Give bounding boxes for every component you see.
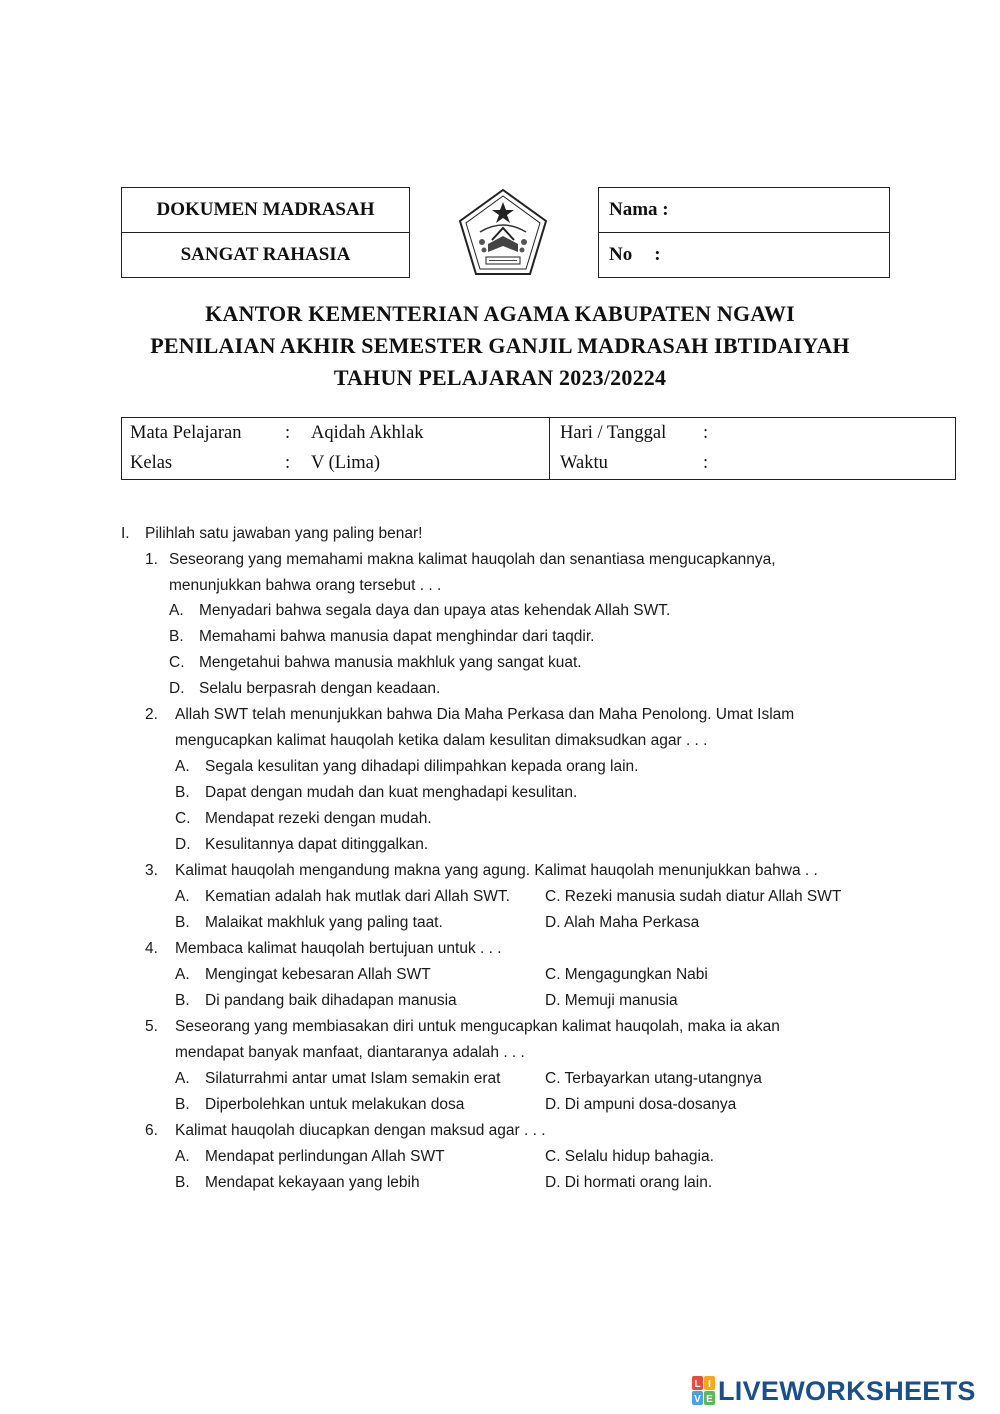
kelas-value: V (Lima) <box>311 453 381 473</box>
sangat-rahasia-label: SANGAT RAHASIA <box>122 232 409 277</box>
option-text[interactable]: Segala kesulitan yang dihadapi dilimpahkan kepada orang lain. <box>205 758 639 775</box>
option-letter[interactable]: A. <box>169 602 184 619</box>
nomor-label: No <box>609 244 633 265</box>
option-letter[interactable]: B. <box>175 784 190 801</box>
option-text[interactable]: Mengetahui bahwa manusia makhluk yang sangat kuat. <box>199 654 582 671</box>
nama-field[interactable]: Nama : <box>609 199 669 220</box>
question-5-text: mendapat banyak manfaat, diantaranya adalah . . . <box>175 1044 525 1061</box>
option-text[interactable]: Memahami bahwa manusia dapat menghindar dari taqdir. <box>199 628 595 645</box>
option-letter[interactable]: A. <box>175 1070 190 1087</box>
waktu-colon[interactable]: : <box>703 453 709 473</box>
option-text[interactable]: C. Terbayarkan utang-utangnya <box>545 1070 762 1087</box>
question-6-text: Kalimat hauqolah diucapkan dengan maksud agar . . . <box>175 1122 546 1139</box>
waktu-label: Waktu <box>560 453 608 473</box>
dokumen-madrasah-label: DOKUMEN MADRASAH <box>156 199 375 220</box>
option-text[interactable]: Mendapat perlindungan Allah SWT <box>205 1148 445 1165</box>
logo-letter: I <box>708 1379 711 1390</box>
option-text[interactable]: C. Selalu hidup bahagia. <box>545 1148 714 1165</box>
option-text[interactable]: Silaturrahmi antar umat Islam semakin erat <box>205 1070 501 1087</box>
option-text[interactable]: D. Memuji manusia <box>545 992 678 1009</box>
exam-info-right <box>550 418 955 479</box>
question-2-text: Allah SWT telah menunjukkan bahwa Dia Maha Perkasa dan Maha Penolong. Umat Islam <box>175 706 795 723</box>
question-1-text: Seseorang yang memahami makna kalimat hauqolah dan senantiasa mengucapkannya, <box>169 551 776 568</box>
kelas-colon: : <box>285 453 291 473</box>
option-letter[interactable]: B. <box>169 628 184 645</box>
option-text[interactable]: Mendapat kekayaan yang lebih <box>205 1174 420 1191</box>
option-text[interactable]: D. Di hormati orang lain. <box>545 1174 713 1191</box>
option-text[interactable]: C. Mengagungkan Nabi <box>545 966 708 983</box>
option-letter[interactable]: C. <box>175 810 191 827</box>
option-letter[interactable]: A. <box>175 966 190 983</box>
option-letter[interactable]: D. <box>175 836 191 853</box>
option-text[interactable]: D. Di ampuni dosa-dosanya <box>545 1096 737 1113</box>
section-number: I. <box>121 525 130 542</box>
mapel-colon: : <box>285 423 291 443</box>
option-letter[interactable]: A. <box>175 1148 190 1165</box>
option-letter[interactable]: A. <box>175 758 190 775</box>
option-text[interactable]: Dapat dengan mudah dan kuat menghadapi kesulitan. <box>205 784 578 801</box>
exam-info-table <box>121 417 956 480</box>
logo-letter: E <box>706 1394 713 1405</box>
document-classification-box <box>121 187 410 278</box>
option-text[interactable]: Kematian adalah hak mutlak dari Allah SWT. <box>205 888 510 905</box>
title-line-1: KANTOR KEMENTERIAN AGAMA KABUPATEN NGAWI <box>205 301 795 326</box>
kementerian-agama-emblem-icon <box>458 188 548 276</box>
question-6-number: 6. <box>145 1122 158 1139</box>
mapel-value: Aqidah Akhlak <box>311 423 424 443</box>
mapel-label: Mata Pelajaran <box>130 423 242 443</box>
title-line-3: TAHUN PELAJARAN 2023/20224 <box>333 365 667 390</box>
option-text[interactable]: D. Alah Maha Perkasa <box>545 914 700 931</box>
option-text[interactable]: Di pandang baik dihadapan manusia <box>205 992 457 1009</box>
question-4-text: Membaca kalimat hauqolah bertujuan untuk . . . <box>175 940 502 957</box>
question-5-number: 5. <box>145 1018 158 1035</box>
option-letter[interactable]: B. <box>175 992 190 1009</box>
option-letter[interactable]: B. <box>175 914 190 931</box>
option-text[interactable]: Diperbolehkan untuk melakukan dosa <box>205 1096 465 1113</box>
option-text[interactable]: Mengingat kebesaran Allah SWT <box>205 966 431 983</box>
liveworksheets-watermark <box>692 1376 976 1406</box>
hari-tanggal-label: Hari / Tanggal <box>560 423 667 443</box>
option-text[interactable]: Selalu berpasrah dengan keadaan. <box>199 680 441 697</box>
section-instruction: Pilihlah satu jawaban yang paling benar! <box>145 525 423 542</box>
question-3-text: Kalimat hauqolah mengandung makna yang agung. Kalimat hauqolah menunjukkan bahwa . . <box>175 862 818 879</box>
title-line-2: PENILAIAN AKHIR SEMESTER GANJIL MADRASAH IBTIDAIYAH <box>150 333 850 358</box>
logo-letter: V <box>694 1394 701 1405</box>
question-2-number: 2. <box>145 706 158 723</box>
option-letter[interactable]: B. <box>175 1174 190 1191</box>
question-4-number: 4. <box>145 940 158 957</box>
hari-tanggal-colon[interactable]: : <box>703 423 709 443</box>
question-1-text: menunjukkan bahwa orang tersebut . . . <box>169 577 442 594</box>
option-text[interactable]: C. Rezeki manusia sudah diatur Allah SWT <box>545 888 842 905</box>
liveworksheets-logo-icon <box>692 1376 716 1406</box>
option-text[interactable]: Menyadari bahwa segala daya dan upaya atas kehendak Allah SWT. <box>199 602 671 619</box>
option-letter[interactable]: D. <box>169 680 185 697</box>
student-identity-box <box>598 187 890 278</box>
liveworksheets-wordmark: LIVEWORKSHEETS <box>718 1375 976 1406</box>
nomor-colon: : <box>654 244 661 265</box>
option-letter[interactable]: C. <box>169 654 185 671</box>
question-2-text: mengucapkan kalimat hauqolah ketika dalam kesulitan dimaksudkan agar . . . <box>175 732 708 749</box>
option-letter[interactable]: A. <box>175 888 190 905</box>
exam-info-left <box>122 418 550 479</box>
option-letter[interactable]: B. <box>175 1096 190 1113</box>
kelas-label: Kelas <box>130 453 173 473</box>
question-3-number: 3. <box>145 862 158 879</box>
option-text[interactable]: Mendapat rezeki dengan mudah. <box>205 810 432 827</box>
nomor-field[interactable] <box>599 232 889 277</box>
question-1-number: 1. <box>145 551 158 568</box>
option-text[interactable]: Kesulitannya dapat ditinggalkan. <box>205 836 429 853</box>
logo-letter: L <box>694 1379 701 1390</box>
option-text[interactable]: Malaikat makhluk yang paling taat. <box>205 914 443 931</box>
question-5-text: Seseorang yang membiasakan diri untuk mengucapkan kalimat hauqolah, maka ia akan <box>175 1018 780 1035</box>
